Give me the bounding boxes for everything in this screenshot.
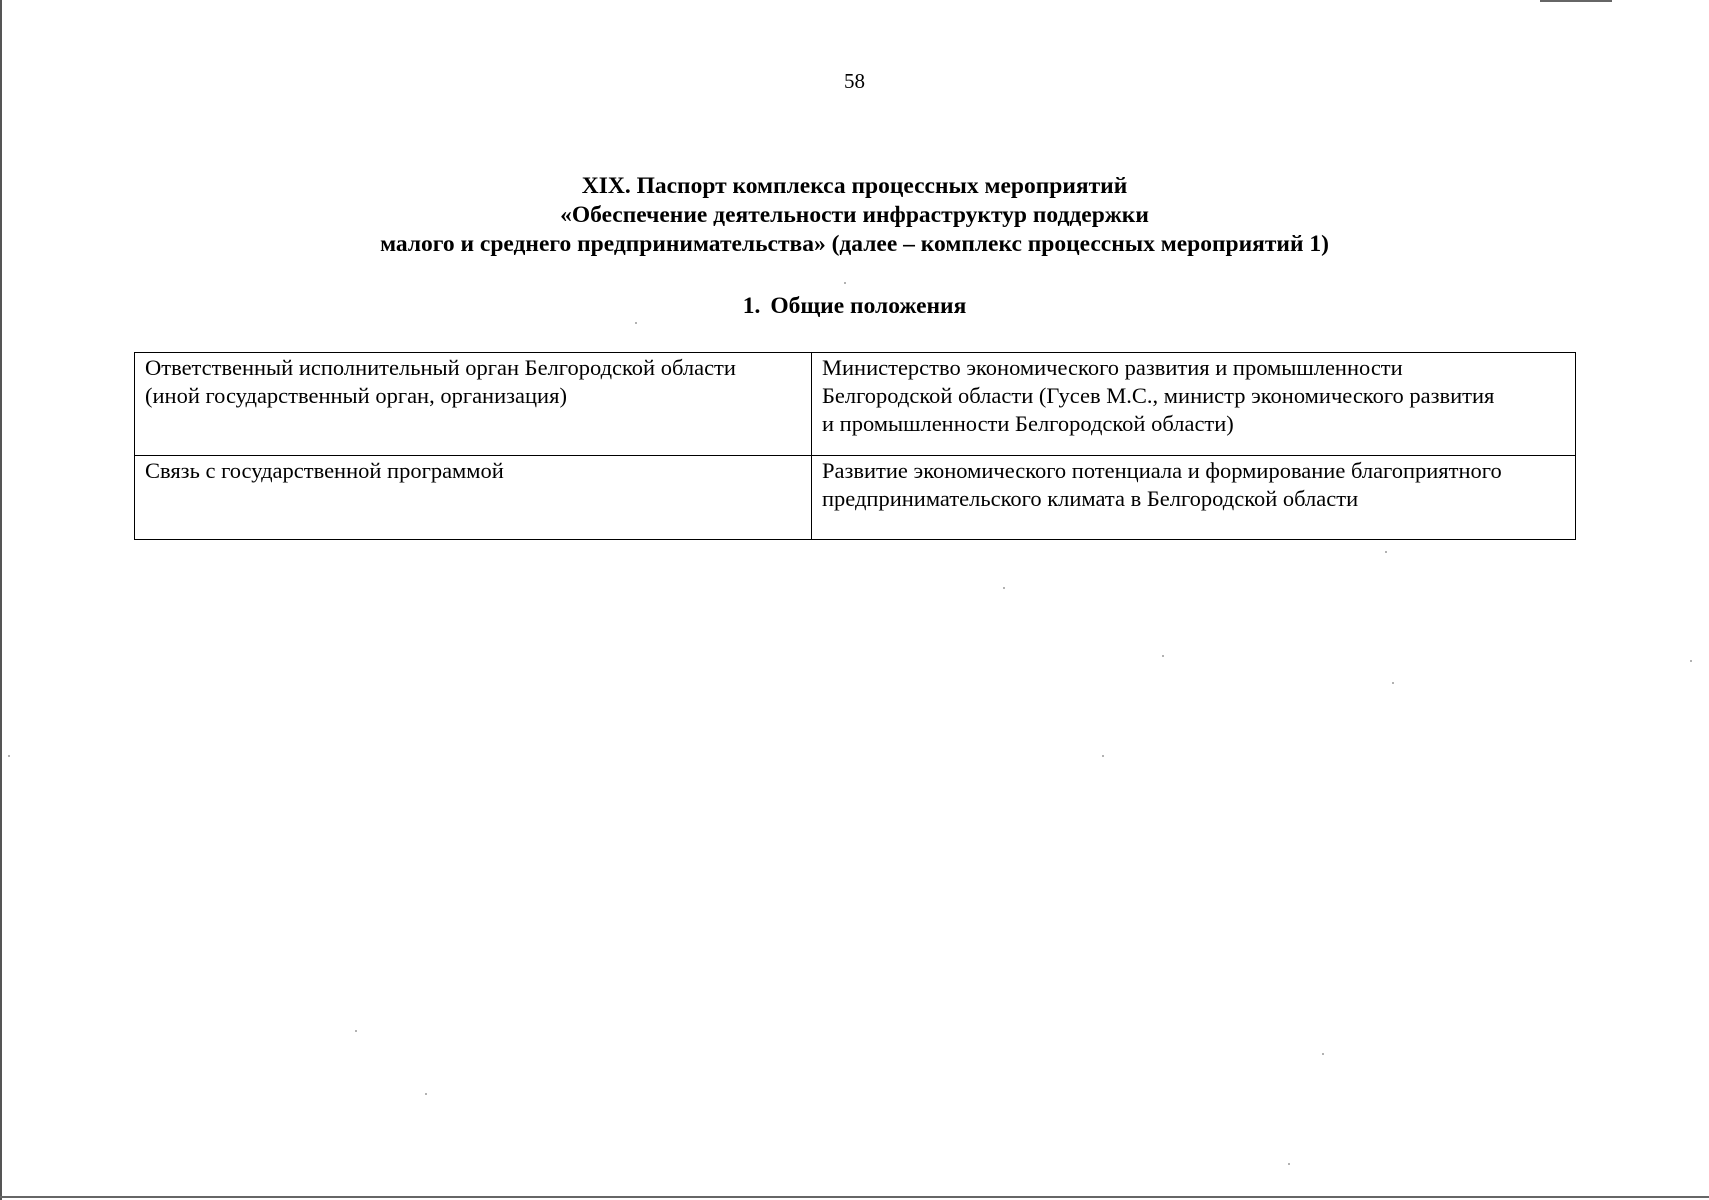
- table-cell-value: [812, 353, 1576, 456]
- scan-speck: [844, 282, 846, 284]
- cell-text-line: (иной государственный орган, организация): [145, 383, 567, 408]
- scan-speck: [1003, 587, 1005, 589]
- table-row: [135, 353, 1576, 456]
- scan-speck: [355, 1030, 357, 1032]
- scan-speck: [1392, 682, 1394, 684]
- scan-speck: [1690, 660, 1692, 662]
- table-cell-value: [812, 456, 1576, 540]
- title-line-1: XIX. Паспорт комплекса процессных мероприятий: [581, 173, 1128, 199]
- page-number: 58: [844, 69, 865, 93]
- scan-speck: [1102, 755, 1104, 757]
- scan-speck: [8, 755, 10, 757]
- table-row: [135, 456, 1576, 540]
- section-heading: [0, 292, 1709, 321]
- scan-speck: [425, 1093, 427, 1095]
- section-number: 1.: [742, 293, 761, 319]
- document-title: [0, 172, 1709, 259]
- cell-text-line: Развитие экономического потенциала и формирование благоприятного: [822, 458, 1502, 483]
- scan-speck: [635, 322, 637, 324]
- table-cell-label: [135, 456, 812, 540]
- cell-text-line: предпринимательского климата в Белгородской области: [822, 486, 1359, 511]
- cell-text-line: Министерство экономического развития и промышленности: [822, 355, 1403, 380]
- scan-speck: [1385, 551, 1387, 553]
- scan-speck: [1322, 1053, 1324, 1055]
- cell-text-line: Белгородской области (Гусев М.С., министр экономического развития: [822, 383, 1495, 408]
- general-provisions-table: [134, 352, 1576, 540]
- section-title: Общие положения: [770, 293, 967, 319]
- page-edge-top-right: [1540, 0, 1612, 2]
- cell-text-line: Связь с государственной программой: [145, 458, 504, 483]
- scan-speck: [1162, 655, 1164, 657]
- cell-text-line: Ответственный исполнительный орган Белгородской области: [145, 355, 736, 380]
- scan-speck: [1288, 1163, 1290, 1165]
- page-edge-bottom: [0, 1196, 1709, 1198]
- cell-text-line: и промышленности Белгородской области): [822, 411, 1234, 436]
- title-line-3: малого и среднего предпринимательства» (далее – комплекс процессных мероприятий 1): [380, 231, 1329, 257]
- title-line-2: «Обеспечение деятельности инфраструктур поддержки: [560, 202, 1149, 228]
- table-cell-label: [135, 353, 812, 456]
